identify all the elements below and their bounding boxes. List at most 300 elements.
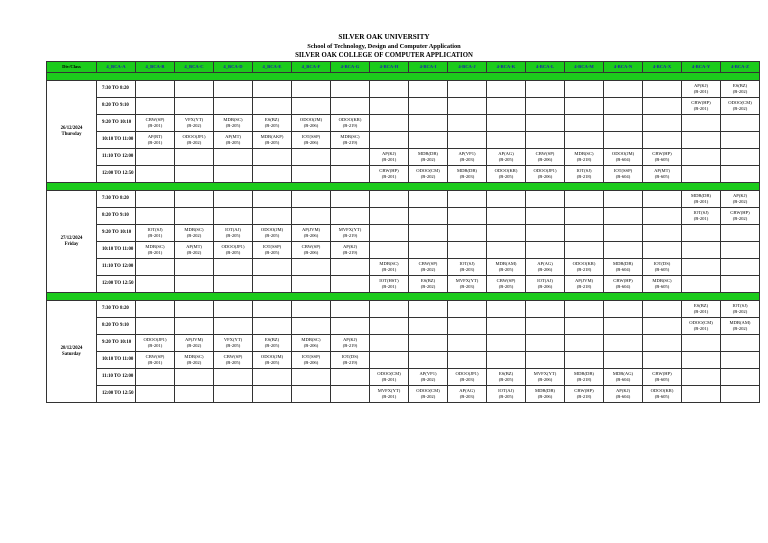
empty-cell	[214, 259, 253, 276]
empty-cell	[175, 191, 214, 208]
room-number: (B-202)	[420, 174, 436, 179]
class-cell	[409, 149, 448, 166]
room-number: (B-201)	[693, 89, 709, 94]
column-header-4-bca-l: 4-BCA-L	[526, 62, 565, 73]
empty-cell	[604, 208, 643, 225]
subject-faculty: AP(AG)	[537, 261, 553, 267]
room-number: (B-201)	[693, 326, 709, 331]
subject-faculty: ODOO(CM)	[377, 371, 401, 377]
class-cell	[526, 386, 565, 403]
empty-cell	[253, 208, 292, 225]
subject-faculty: MDB(SC)	[184, 354, 204, 360]
day-separator	[47, 183, 760, 191]
subject-faculty: MDB(DB)	[574, 371, 594, 377]
column-header-4-bca-k: 4-BCA-K	[487, 62, 526, 73]
empty-cell	[604, 115, 643, 132]
subject-faculty: MDB(SC)	[145, 244, 165, 250]
timeslot-row	[47, 98, 760, 115]
class-cell	[214, 225, 253, 242]
empty-cell	[682, 149, 721, 166]
empty-cell	[370, 98, 409, 115]
subject-faculty: ODOO(JP1)	[221, 244, 245, 250]
room-number: (B-605)	[654, 377, 670, 382]
class-cell	[292, 352, 331, 369]
subject-faculty: IOT(SSP)	[301, 354, 321, 360]
class-cell	[214, 352, 253, 369]
room-number: (B-203)	[459, 174, 475, 179]
empty-cell	[721, 242, 760, 259]
empty-cell	[253, 259, 292, 276]
empty-cell	[136, 259, 175, 276]
empty-cell	[682, 132, 721, 149]
empty-cell	[175, 318, 214, 335]
subject-faculty: AP(VP1)	[419, 371, 437, 377]
class-cell	[292, 115, 331, 132]
class-cell	[214, 335, 253, 352]
class-cell	[292, 132, 331, 149]
timeslot-row	[47, 208, 760, 225]
class-cell	[214, 242, 253, 259]
subject-faculty: CBW(SP)	[496, 278, 516, 284]
subject-faculty: AP(KJ)	[342, 244, 358, 250]
empty-cell	[253, 191, 292, 208]
room-number: (B-219)	[342, 360, 358, 365]
subject-faculty: IOT(HST)	[379, 278, 399, 284]
subject-faculty: AP(MT)	[186, 244, 202, 250]
time-slot-label: 7:30 TO 8:20	[97, 301, 136, 318]
empty-cell	[331, 98, 370, 115]
time-slot-label: 9:20 TO 10:10	[97, 115, 136, 132]
empty-cell	[526, 225, 565, 242]
column-header-4-bca-h: 4-BCA-H	[370, 62, 409, 73]
class-cell	[175, 132, 214, 149]
empty-cell	[292, 276, 331, 293]
room-number: (B-202)	[420, 394, 436, 399]
class-cell	[292, 335, 331, 352]
day-separator	[47, 293, 760, 301]
room-number: (B-201)	[147, 360, 163, 365]
empty-cell	[565, 352, 604, 369]
empty-cell	[643, 191, 682, 208]
class-cell	[682, 208, 721, 225]
class-cell	[448, 166, 487, 183]
empty-cell	[370, 318, 409, 335]
time-slot-label: 12:00 TO 12:50	[97, 386, 136, 403]
room-number: (B-202)	[186, 343, 202, 348]
room-number: (B-604)	[615, 267, 631, 272]
empty-cell	[448, 352, 487, 369]
class-cell	[370, 369, 409, 386]
room-number: (B-205)	[225, 233, 241, 238]
room-number: (B-201)	[693, 106, 709, 111]
empty-cell	[409, 208, 448, 225]
day-weekday: Saturday	[62, 351, 81, 357]
empty-cell	[487, 301, 526, 318]
room-number: (B-605)	[654, 157, 670, 162]
empty-cell	[721, 259, 760, 276]
empty-cell	[136, 98, 175, 115]
time-slot-label: 10:10 TO 11:00	[97, 132, 136, 149]
college-title: SILVER OAK COLLEGE OF COMPUTER APPLICATION	[295, 52, 473, 59]
room-number: (B-201)	[381, 267, 397, 272]
empty-cell	[175, 149, 214, 166]
room-number: (B-206)	[537, 377, 553, 382]
time-slot-label: 11:10 TO 12:00	[97, 149, 136, 166]
day-separator	[47, 73, 760, 81]
empty-cell	[136, 369, 175, 386]
subject-faculty: IOT(SSP)	[262, 244, 282, 250]
time-slot-label: 12:00 TO 12:50	[97, 166, 136, 183]
subject-faculty: AP(AG)	[498, 151, 514, 157]
empty-cell	[487, 352, 526, 369]
room-number: (B-202)	[732, 216, 748, 221]
subject-faculty: ODOO(CM)	[728, 100, 752, 106]
subject-faculty: ODOO(KR)	[494, 168, 518, 174]
class-cell	[214, 115, 253, 132]
column-header-4_bca-e: 4_BCA-E	[253, 62, 292, 73]
subject-faculty: CBW(SP)	[535, 151, 555, 157]
time-slot-label: 7:30 TO 8:20	[97, 191, 136, 208]
empty-cell	[175, 81, 214, 98]
class-cell	[448, 369, 487, 386]
room-number: (B-604)	[615, 377, 631, 382]
empty-cell	[682, 276, 721, 293]
empty-cell	[487, 81, 526, 98]
room-number: (B-206)	[537, 267, 553, 272]
empty-cell	[253, 276, 292, 293]
room-number: (B-218)	[576, 267, 592, 272]
column-header-4_bca-b: 4_BCA-B	[136, 62, 175, 73]
timeslot-row	[47, 369, 760, 386]
empty-cell	[643, 98, 682, 115]
empty-cell	[604, 318, 643, 335]
subject-faculty: ES(BZ)	[420, 278, 436, 284]
subject-faculty: ODOO(CM)	[416, 388, 440, 394]
room-number: (B-205)	[225, 250, 241, 255]
empty-cell	[643, 81, 682, 98]
time-slot-label: 9:20 TO 10:10	[97, 335, 136, 352]
timeslot-row	[47, 259, 760, 276]
university-title: SILVER OAK UNIVERSITY	[338, 33, 430, 41]
class-cell	[721, 98, 760, 115]
empty-cell	[721, 149, 760, 166]
timeslot-row	[47, 225, 760, 242]
time-slot-label: 10:10 TO 11:00	[97, 352, 136, 369]
room-number: (B-201)	[693, 309, 709, 314]
empty-cell	[604, 81, 643, 98]
empty-cell	[682, 369, 721, 386]
timeslot-row	[47, 242, 760, 259]
empty-cell	[565, 242, 604, 259]
room-number: (B-605)	[654, 394, 670, 399]
school-title: School of Technology, Design and Computer Application	[307, 43, 461, 50]
subject-faculty: ODOO(KR)	[338, 117, 362, 123]
empty-cell	[448, 335, 487, 352]
room-number: (B-202)	[186, 123, 202, 128]
empty-cell	[448, 132, 487, 149]
empty-cell	[370, 81, 409, 98]
empty-cell	[448, 98, 487, 115]
empty-cell	[214, 166, 253, 183]
room-number: (B-605)	[654, 267, 670, 272]
empty-cell	[175, 386, 214, 403]
timeslot-row	[47, 132, 760, 149]
subject-faculty: ES(BZ)	[732, 83, 748, 89]
class-cell	[643, 259, 682, 276]
empty-cell	[136, 81, 175, 98]
subject-faculty: CBW(SP)	[145, 117, 165, 123]
room-number: (B-219)	[342, 123, 358, 128]
empty-cell	[643, 352, 682, 369]
empty-cell	[253, 98, 292, 115]
subject-faculty: MDB(DB)	[457, 168, 477, 174]
empty-cell	[214, 98, 253, 115]
room-number: (B-201)	[381, 284, 397, 289]
empty-cell	[526, 115, 565, 132]
room-number: (B-604)	[615, 394, 631, 399]
empty-cell	[136, 301, 175, 318]
empty-cell	[682, 352, 721, 369]
empty-cell	[331, 81, 370, 98]
class-cell	[487, 259, 526, 276]
empty-cell	[682, 242, 721, 259]
empty-cell	[253, 149, 292, 166]
room-number: (B-206)	[537, 284, 553, 289]
class-cell	[604, 149, 643, 166]
room-number: (B-201)	[147, 250, 163, 255]
empty-cell	[487, 208, 526, 225]
subject-faculty: MDB(AM)	[495, 261, 517, 267]
class-cell	[682, 98, 721, 115]
subject-faculty: IOT(AJ)	[537, 278, 553, 284]
time-slot-label: 7:30 TO 8:20	[97, 81, 136, 98]
class-cell	[175, 115, 214, 132]
room-number: (B-205)	[225, 123, 241, 128]
class-cell	[331, 335, 370, 352]
empty-cell	[331, 276, 370, 293]
empty-cell	[331, 301, 370, 318]
day-label	[47, 81, 97, 183]
class-cell	[565, 386, 604, 403]
subject-faculty: MVFX(YT)	[455, 278, 479, 284]
subject-faculty: MDB(DB)	[535, 388, 555, 394]
subject-faculty: CBW(HP)	[613, 278, 633, 284]
empty-cell	[331, 369, 370, 386]
empty-cell	[214, 81, 253, 98]
empty-cell	[175, 276, 214, 293]
empty-cell	[136, 166, 175, 183]
subject-faculty: CBW(HP)	[652, 151, 672, 157]
class-cell	[136, 225, 175, 242]
day-weekday: Thursday	[61, 131, 82, 137]
subject-faculty: IOT(DS)	[653, 261, 671, 267]
room-number: (B-201)	[381, 394, 397, 399]
room-number: (B-206)	[303, 250, 319, 255]
time-slot-label: 8:20 TO 9:10	[97, 98, 136, 115]
subject-faculty: ODOO(JP1)	[182, 134, 206, 140]
room-number: (B-201)	[381, 174, 397, 179]
room-number: (B-202)	[732, 326, 748, 331]
room-number: (B-205)	[498, 377, 514, 382]
empty-cell	[721, 276, 760, 293]
empty-cell	[487, 242, 526, 259]
room-number: (B-202)	[420, 157, 436, 162]
empty-cell	[370, 335, 409, 352]
class-cell	[604, 369, 643, 386]
class-cell	[643, 149, 682, 166]
room-number: (B-203)	[459, 284, 475, 289]
empty-cell	[565, 115, 604, 132]
class-cell	[409, 259, 448, 276]
empty-cell	[682, 335, 721, 352]
subject-faculty: ODOO(JM)	[260, 354, 284, 360]
subject-faculty: MDB(DB)	[613, 261, 633, 267]
empty-cell	[487, 98, 526, 115]
room-number: (B-205)	[264, 250, 280, 255]
class-cell	[136, 115, 175, 132]
class-cell	[643, 166, 682, 183]
subject-faculty: ODOO(JM)	[299, 117, 323, 123]
class-cell	[253, 352, 292, 369]
room-number: (B-218)	[576, 157, 592, 162]
class-cell	[292, 225, 331, 242]
class-cell	[136, 242, 175, 259]
class-cell	[487, 149, 526, 166]
empty-cell	[292, 301, 331, 318]
empty-cell	[370, 301, 409, 318]
room-number: (B-219)	[342, 343, 358, 348]
empty-cell	[448, 301, 487, 318]
empty-cell	[604, 335, 643, 352]
subject-faculty: IOT(DS)	[341, 354, 359, 360]
empty-cell	[253, 301, 292, 318]
subject-faculty: ODOO(CM)	[689, 320, 713, 326]
empty-cell	[682, 115, 721, 132]
empty-cell	[604, 352, 643, 369]
room-number: (B-202)	[420, 377, 436, 382]
empty-cell	[487, 318, 526, 335]
room-number: (B-218)	[576, 284, 592, 289]
subject-faculty: IOT(SSP)	[613, 168, 633, 174]
room-number: (B-218)	[576, 394, 592, 399]
empty-cell	[175, 98, 214, 115]
room-number: (B-203)	[459, 157, 475, 162]
empty-cell	[526, 301, 565, 318]
timeslot-row	[47, 301, 760, 318]
column-header-4-bca-z: 4-BCA-Z	[721, 62, 760, 73]
empty-cell	[565, 81, 604, 98]
empty-cell	[682, 166, 721, 183]
empty-cell	[682, 225, 721, 242]
empty-cell	[409, 301, 448, 318]
empty-cell	[643, 301, 682, 318]
timetable	[46, 61, 760, 403]
empty-cell	[292, 318, 331, 335]
class-cell	[487, 276, 526, 293]
empty-cell	[682, 259, 721, 276]
empty-cell	[448, 115, 487, 132]
empty-cell	[214, 386, 253, 403]
empty-cell	[331, 318, 370, 335]
subject-faculty: AP(MT)	[225, 134, 241, 140]
room-number: (B-205)	[264, 233, 280, 238]
empty-cell	[526, 132, 565, 149]
empty-cell	[409, 81, 448, 98]
room-number: (B-206)	[303, 343, 319, 348]
empty-cell	[214, 191, 253, 208]
room-number: (B-205)	[498, 394, 514, 399]
room-number: (B-604)	[615, 284, 631, 289]
empty-cell	[175, 301, 214, 318]
class-cell	[370, 166, 409, 183]
room-number: (B-205)	[225, 140, 241, 145]
empty-cell	[253, 369, 292, 386]
class-cell	[565, 149, 604, 166]
time-slot-label: 12:00 TO 12:50	[97, 276, 136, 293]
empty-cell	[448, 318, 487, 335]
empty-cell	[682, 386, 721, 403]
empty-cell	[448, 225, 487, 242]
class-cell	[643, 276, 682, 293]
class-cell	[643, 386, 682, 403]
column-header-4-bca-m: 4-BCA-M	[565, 62, 604, 73]
room-number: (B-201)	[381, 157, 397, 162]
empty-cell	[175, 369, 214, 386]
class-cell	[331, 132, 370, 149]
class-cell	[721, 318, 760, 335]
room-number: (B-206)	[537, 394, 553, 399]
class-cell	[604, 259, 643, 276]
subject-faculty: ES(BZ)	[264, 337, 280, 343]
room-number: (B-205)	[498, 174, 514, 179]
empty-cell	[565, 225, 604, 242]
empty-cell	[370, 191, 409, 208]
subject-faculty: CBW(HP)	[574, 388, 594, 394]
empty-cell	[214, 149, 253, 166]
empty-cell	[448, 208, 487, 225]
room-number: (B-206)	[303, 123, 319, 128]
class-cell	[409, 386, 448, 403]
empty-cell	[565, 318, 604, 335]
subject-faculty: ODOO(JP1)	[455, 371, 479, 377]
class-cell	[604, 386, 643, 403]
class-cell	[565, 259, 604, 276]
empty-cell	[526, 352, 565, 369]
empty-cell	[448, 242, 487, 259]
timetable-body	[47, 62, 760, 403]
subject-faculty: ES(BZ)	[693, 303, 709, 309]
room-number: (B-201)	[147, 140, 163, 145]
empty-cell	[214, 276, 253, 293]
class-cell	[448, 259, 487, 276]
separator-cell	[47, 293, 760, 301]
time-slot-label: 10:10 TO 11:00	[97, 242, 136, 259]
class-cell	[331, 115, 370, 132]
empty-cell	[526, 98, 565, 115]
class-cell	[565, 369, 604, 386]
separator-cell	[47, 73, 760, 81]
room-number: (B-205)	[264, 140, 280, 145]
empty-cell	[565, 98, 604, 115]
subject-faculty: MDB(SC)	[379, 261, 399, 267]
room-number: (B-203)	[459, 267, 475, 272]
empty-cell	[331, 386, 370, 403]
class-cell	[292, 242, 331, 259]
room-number: (B-202)	[732, 106, 748, 111]
empty-cell	[331, 259, 370, 276]
empty-cell	[721, 115, 760, 132]
empty-cell	[409, 98, 448, 115]
